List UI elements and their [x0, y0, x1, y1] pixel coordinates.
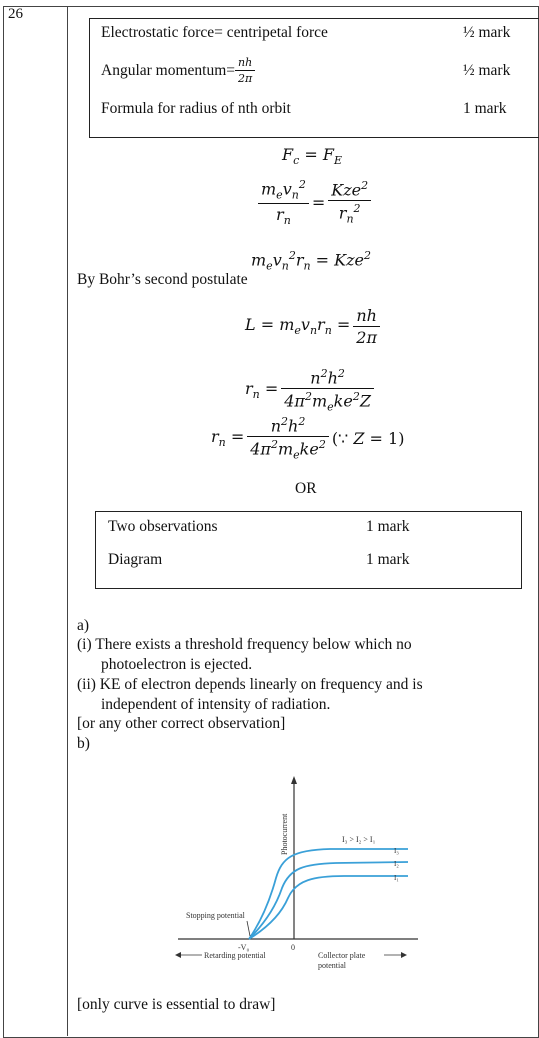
criterion-observations: Two observations: [108, 518, 218, 535]
stopping-potential-label: Stopping potential: [186, 911, 245, 920]
observation-1-line-1: (i) There exists a threshold frequency below which no: [77, 636, 412, 653]
part-b-label: b): [77, 735, 90, 752]
criterion-electrostatic: Electrostatic force= centripetal force: [101, 24, 328, 41]
equation-angular-momentum: $L = m_ev_nr_n$ = $\frac{nh}{2\pi}$: [245, 306, 383, 347]
criterion-diagram: Diagram: [108, 551, 163, 568]
equation-radius-general: $r_n$ = $\frac{n^2h^2}{4\pi^2m_eke^2Z}$: [245, 367, 377, 414]
criterion-angular-momentum: [101, 56, 258, 85]
eq6-fraction: $\frac{n^2h^2}{4\pi^2m_eke^2}$: [247, 415, 329, 462]
eq2-lhs-fraction: $\frac{m_ev_n^2}{r_n}$: [258, 178, 309, 227]
eq6-note: (∵ Z = 1): [331, 428, 405, 448]
collector-label-line-2: potential: [318, 961, 346, 970]
observation-1-line-2: photoelectron is ejected.: [101, 656, 253, 673]
criterion-radius: Formula for radius of nth orbit: [101, 100, 291, 117]
criterion-angular-momentum-text: Angular momentum=: [101, 61, 236, 79]
series-label-i2: I₂: [394, 860, 399, 868]
neg-v0-label: -V₀: [238, 943, 250, 952]
y-axis-label: Photocurrent: [280, 813, 289, 855]
series-label-i1: I₁: [394, 874, 399, 882]
collector-label-line-1: Collector plate: [318, 951, 366, 960]
other-observation-note: [or any other correct observation]: [77, 715, 286, 732]
question-number-column: [3, 6, 68, 1036]
mark-observations: 1 mark: [366, 518, 410, 535]
bohr-postulate-text: By Bohr’s second postulate: [77, 271, 248, 288]
series-label-i3: I₃: [394, 847, 399, 855]
mark-radius: 1 mark: [463, 100, 507, 117]
mark-angular-momentum: ½ mark: [463, 62, 511, 79]
observation-2-line-1: (ii) KE of electron depends linearly on frequency and is: [77, 676, 423, 693]
fraction-numerator: nh: [235, 56, 255, 71]
observation-2-line-2: independent of intensity of radiation.: [101, 696, 331, 713]
part-a-label: a): [77, 617, 90, 634]
angular-momentum-fraction: [235, 56, 255, 85]
eq4-fraction: $\frac{nh}{2\pi}$: [353, 306, 380, 347]
or-separator: OR: [295, 480, 317, 497]
retarding-potential-label: Retarding potential: [204, 951, 266, 960]
question-number: 26: [8, 6, 23, 22]
equation-centripetal: $\frac{m_ev_n^2}{r_n}$ = $\frac{Kze^2}{r_n^2}$: [255, 178, 374, 227]
equation-radius-hydrogen: $r_n$ = $\frac{n^2h^2}{4\pi^2m_eke^2}$ (∵ Z = 1): [211, 415, 405, 462]
eq5-fraction: $\frac{n^2h^2}{4\pi^2m_eke^2Z}$: [281, 367, 374, 414]
mark-diagram: 1 mark: [366, 551, 410, 568]
curve-essential-note: [only curve is essential to draw]: [77, 996, 276, 1013]
eq2-rhs-fraction: $\frac{Kze^2}{r_n^2}$: [328, 179, 371, 226]
mark-electrostatic: ½ mark: [463, 24, 511, 41]
fraction-denominator: 2π: [238, 72, 253, 85]
origin-label: 0: [291, 943, 295, 952]
equation-force-balance: $F_c = F_E$: [282, 145, 342, 168]
intensity-legend: I₃ > I₂ > I₁: [342, 835, 376, 844]
equation-simplified: $m_ev_n^2r_n = Kze^2$: [251, 249, 372, 273]
